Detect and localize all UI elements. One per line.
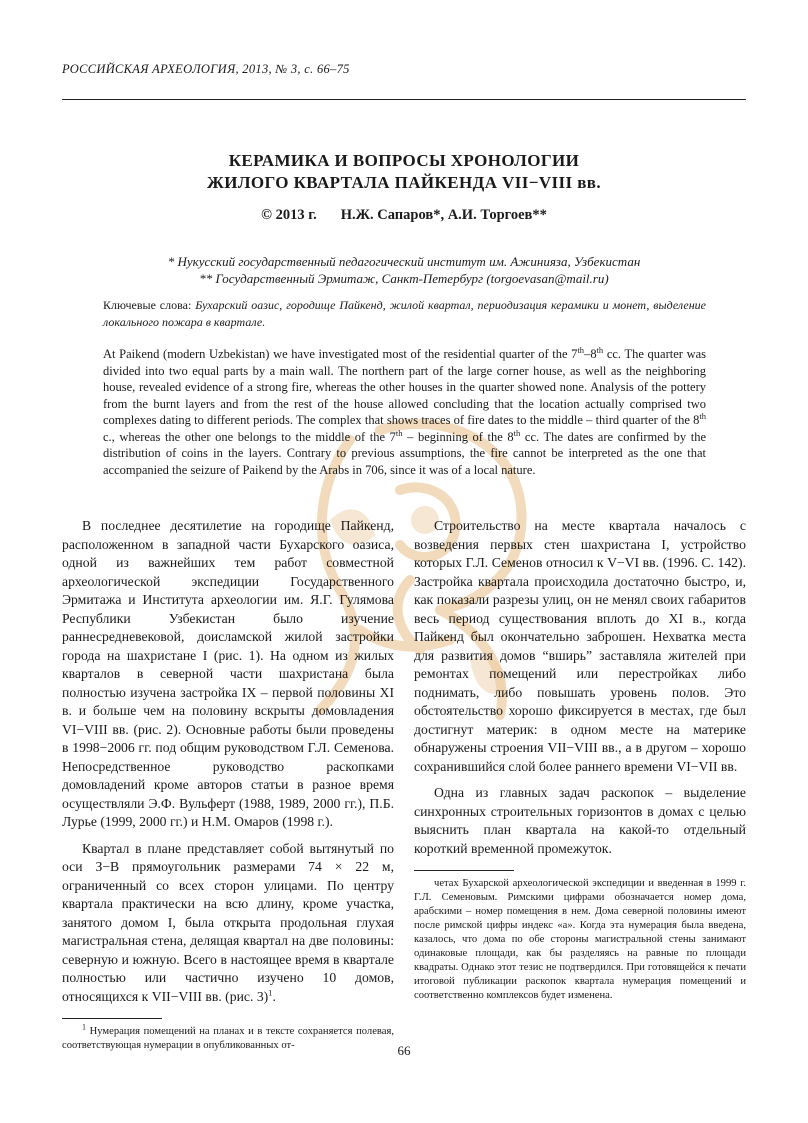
author-line <box>62 207 746 224</box>
keywords-label: Ключевые слова: <box>103 298 192 312</box>
abstract-text: At Paikend (modern Uzbekistan) we have investigated most of the residential quarter of the 7 <box>103 347 578 361</box>
left-column <box>62 517 394 1061</box>
footnote-number: 1 <box>82 1022 86 1032</box>
footnote-ref[interactable]: 1 <box>268 986 273 997</box>
article-title <box>62 150 746 194</box>
paragraph-text: . <box>272 988 276 1004</box>
superscript: th <box>513 427 521 438</box>
footnote-continued: четах Бухарской археологической экспедиции и введенная в 1999 г. Г.Л. Семеновым. Римскими цифрами обозначается номер дома, арабскими – номер помещения в нем. Дома северной половины имеют после римской цифры индекс «а». Когда эта нумерация была введена, казалось, что дома по обе стороны магистральной стены занимают одинаковые площади, как бы разделяясь на равные по площади квадраты. Однако этот тезис не подтвердился. При готовящейся к печати итоговой публикации раскопок квартала нумерация помещений и соответственно комплексов будет изменена. <box>414 878 746 1001</box>
abstract-text: c., whereas the other one belongs to the middle of the 7 <box>103 429 396 444</box>
footnote-text: Нумерация помещений на планах и в тексте сохраняется полевая, соответствующая нумерации в опубликованных от- <box>62 1026 394 1051</box>
page-number: 66 <box>397 1043 411 1058</box>
paragraph-text: Квартал в плане представляет собой вытянутый по оси З−В прямоугольник размерами 74 × 22 м, ограниченный со всех сторон улицами. По центру квартала практически на всю длину, кроме участка, занятого домом I, была открыта продольная глухая магистральная стена, делящая квартал на две половины: северную и южную. Всего в настоящее время в квартале полностью или частично изучено 10 домов, относящихся к VII−VIII вв. (рис. 3) <box>62 840 394 1004</box>
affiliations <box>62 253 746 287</box>
abstract-text: – beginning of the 8 <box>402 429 514 444</box>
body-paragraph: Одна из главных задач раскопок – выделение синхронных строительных горизонтов в домах с целью выяснить план квартала на какой-то отдельный короткий временной промежуток. <box>414 785 746 856</box>
body-paragraph: В последнее десятилетие на городище Пайкенд, расположенном в западной части Бухарского оазиса, одной из важнейших тем работ совместной археологической экспедиции Государственного Эрмитажа и Института археологии им. Я.Г. Гулямова Республики Узбекистан было изучение раннесредневековой, доисламской жилой застройки города на шахристане I (рис. 1). На одном из жилых кварталов в северной части шахристана была полностью изучена застройка IX – первой половины XI в. и больше чем на половину вскрыты домовладения VI−VIII вв. (рис. 2). Основные работы были проведены в 1998−2006 гг. под общим руководством Г.Л. Семенова. Непосредственное руководство раскопками домовладений кроме авторов статьи в разное время осуществляли Э.Ф. Вульферт (1988, 1989, 2000 гг.), П.Б. Лурье (1999, 2000 гг.) и Н.М. Омаров (1998 г.). <box>62 518 394 829</box>
body-paragraph <box>62 840 394 1007</box>
copyright: © 2013 г. <box>261 207 317 223</box>
title-line-1: КЕРАМИКА И ВОПРОСЫ ХРОНОЛОГИИ <box>228 151 580 170</box>
affiliation-2: ** Государственный Эрмитаж, Санкт-Петербург (torgoevasan@mail.ru) <box>199 271 609 286</box>
running-title: РОССИЙСКАЯ АРХЕОЛОГИЯ, 2013, № 3, с. 66–75 <box>62 62 350 76</box>
footnote-rule <box>414 870 514 871</box>
abstract <box>103 346 706 478</box>
keywords <box>103 297 706 331</box>
superscript: th <box>596 344 604 355</box>
right-column <box>414 517 746 1011</box>
abstract-text: cc. The dates are confirmed by the distribution of coins in the layers. Contrary to previous assumptions, the fire cannot be interpreted as the one that accompanied the seizure of Paikend by the Arabs in 706, since it was of a local nature. <box>103 429 706 477</box>
superscript: th <box>699 410 706 421</box>
body-paragraph: Строительство на месте квартала началось с возведения первых стен шахристана I, устройство которых Г.Л. Семенов относил к V−VI вв. (1996. С. 142). Застройка квартала происходила достаточно быстро, и, как показали разрезы улиц, он не менял своих габаритов весь период существования вплоть до XI в., когда Пайкенд был окончательно заброшен. Нехватка места для развития домов “вширь” заставляла жителей при ремонтах помещений или перестройках либо поднимать, либо повышать уровень полов. Это обстоятельство хорошо фиксируется в местах, где был достигнут материк: в одном месте на материке обнаружены строения VII−VIII вв., а в другом – хорошо сохранившийся слой более раннего времени VI−VII вв. <box>414 518 746 774</box>
superscript: th <box>577 344 585 355</box>
title-line-2: ЖИЛОГО КВАРТАЛА ПАЙКЕНДА VII−VIII вв. <box>206 173 602 192</box>
abstract-text: –8 <box>584 347 597 361</box>
superscript: th <box>395 427 403 438</box>
header-rule <box>62 99 746 100</box>
affiliation-1: * Нукусский государственный педагогический институт им. Ажинияза, Узбекистан <box>167 254 641 269</box>
footnote-rule <box>62 1018 162 1019</box>
keywords-values: Бухарский оазис, городище Пайкенд, жилой квартал, периодизация керамики и монет, выделение локального пожара в квартале. <box>103 298 706 329</box>
authors: Н.Ж. Сапаров*, А.И. Торгоев** <box>340 207 547 223</box>
abstract-text: cc. The quarter was divided into two equal parts by a main wall. The northern part of the large corner house, as well as the neighboring house, revealed evidence of a strong fire, whereas the other houses in the quarter showed none. Analysis of the pottery from the burnt layers and from the rest of the house allowed concluding that the location actually comprised two complexes dating to different periods. The complex that shows traces of fire dates to the middle – third quarter of the 8 <box>103 347 707 427</box>
